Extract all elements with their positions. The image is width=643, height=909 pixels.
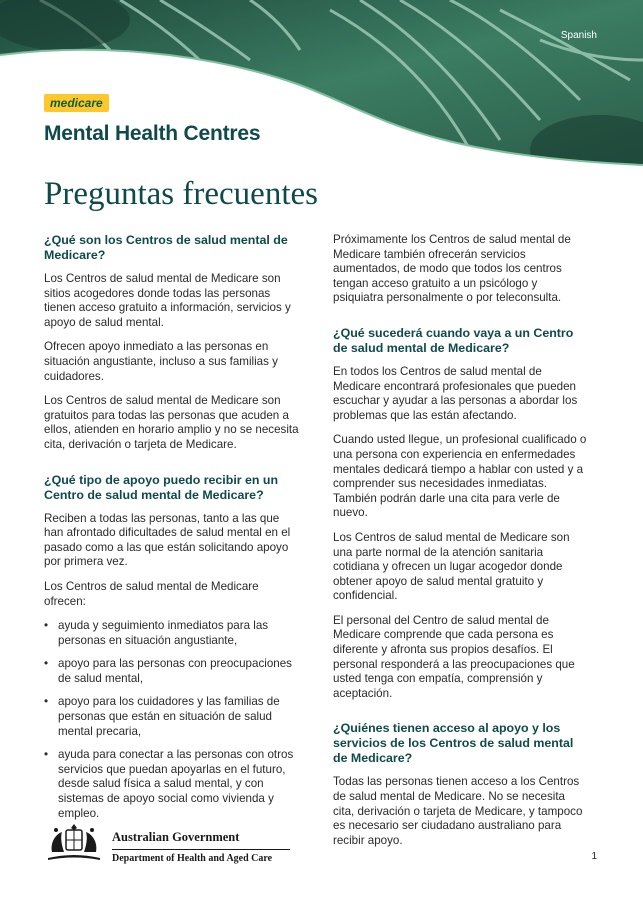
government-name: Australian Government	[112, 830, 240, 844]
paragraph: Los Centros de salud mental de Medicare son sitios acogedores donde todas las personas tienen acceso gratuito a información, servicios y apoyo de salud mental.	[44, 272, 291, 329]
government-footer	[44, 818, 304, 868]
paragraph: Los Centros de salud mental de Medicare son una parte normal de la atención sanitaria cotidiana y ofrecen un lugar acogedor donde obtener apoyo de salud mental gratuito y confidencial.	[333, 530, 570, 603]
list-item: • apoyo para las personas con preocupaciones de salud mental,	[44, 657, 299, 686]
list-item: • apoyo para los cuidadores y las familias de personas que están en situación de salud mental precaria,	[44, 695, 299, 739]
list-item: • ayuda para conectar a las personas con otros servicios que puedan apoyarlas en el futuro, desde salud física a salud mental, y con sistemas de apoyo social como vivienda y empleo.	[44, 748, 299, 821]
section-heading-who-has-access: ¿Quiénes tienen acceso al apoyo y los servicios de los Centros de salud mental de Medicare?	[333, 721, 574, 766]
paragraph: Todas las personas tienen acceso a los Centros de salud mental de Medicare. No se necesita cita, derivación o tarjeta de Medicare, y tampoco es necesario ser ciudadano australiano para recibir apoyo.	[333, 775, 583, 847]
paragraph: Los Centros de salud mental de Medicare son gratuitos para todas las personas que acuden a ellos, atienden en horario amplio y no se necesita cita, derivación o tarjeta de Medicare.	[44, 394, 299, 451]
government-text	[112, 830, 290, 864]
right-column	[333, 233, 588, 858]
coat-of-arms-icon	[44, 818, 104, 866]
paragraph: El personal del Centro de salud mental de Medicare comprende que cada persona es diferente y afronta sus propios desafíos. El personal responderá a las preocupaciones que usted tenga con empatía, comprensión y aceptación.	[333, 613, 575, 700]
paragraph: Cuando usted llegue, un profesional cualificado o una persona con experiencia en enfermedades mentales dedicará tiempo a hablar con usted y a comprender sus necesidades inmediatas. También podrán darle una cita para verle de nuevo.	[333, 433, 587, 520]
paragraph: Reciben a todas las personas, tanto a las que han afrontado dificultades de salud mental en el pasado como a las que están solicitando apoyo por primera vez.	[44, 511, 291, 569]
divider	[112, 849, 290, 850]
paragraph: En todos los Centros de salud mental de Medicare encontrará profesionales que pueden escuchar y ayudar a las personas a abordar los problemas que las están afectando.	[333, 364, 578, 422]
department-name: Department of Health and Aged Care	[112, 853, 273, 864]
section-heading-support-type: ¿Qué tipo de apoyo puedo recibir en un Centro de salud mental de Medicare?	[44, 472, 279, 502]
page-title: Preguntas frecuentes	[44, 176, 318, 212]
section-heading-what-are: ¿Qué son los Centros de salud mental de Medicare?	[44, 233, 288, 262]
medicare-logo: medicare	[44, 94, 109, 112]
paragraph: Ofrecen apoyo inmediato a las personas en situación angustiante, incluso a sus familias y cuidadores.	[44, 340, 278, 383]
brand-title: Mental Health Centres	[44, 122, 261, 145]
paragraph: Los Centros de salud mental de Medicare ofrecen:	[44, 579, 259, 608]
left-column	[44, 233, 299, 830]
list-item: • ayuda y seguimiento inmediatos para las personas en situación angustiante,	[44, 619, 299, 648]
language-label: Spanish	[560, 30, 597, 41]
paragraph: Próximamente los Centros de salud mental de Medicare también ofrecerán servicios aumentados, de modo que todos los centros tengan acceso gratuito a un psicólogo y psiquiatra personalmente o por teleconsulta.	[333, 233, 571, 305]
services-list	[44, 619, 299, 821]
section-heading-what-happens: ¿Qué sucederá cuando vaya a un Centro de salud mental de Medicare?	[333, 325, 574, 355]
page-number: 1	[591, 851, 597, 862]
